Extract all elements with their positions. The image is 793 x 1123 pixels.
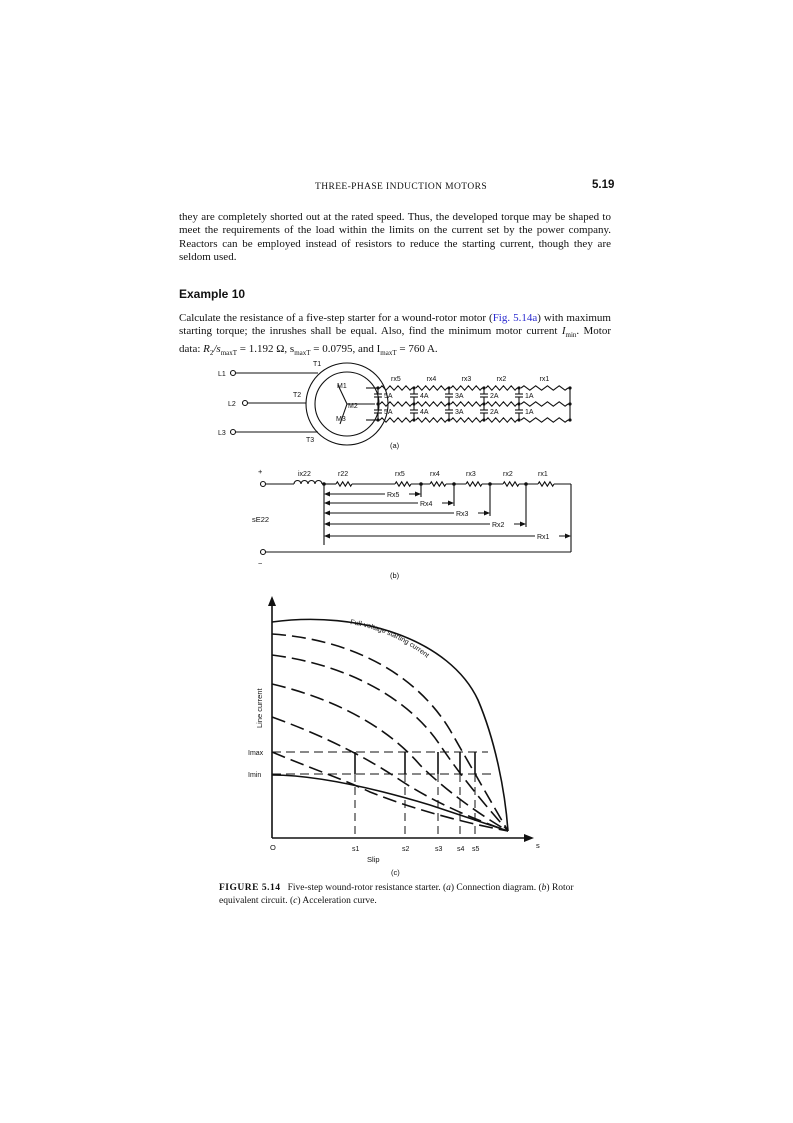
resistor (486, 386, 517, 390)
line-label: L2 (228, 401, 236, 408)
resistor (466, 482, 482, 486)
resistor-ladder (374, 376, 572, 422)
y-axis-label: Line current (255, 688, 264, 728)
step-curve (272, 684, 508, 831)
resistor (486, 418, 517, 422)
resistor-label: rx1 (538, 471, 548, 478)
arrow-head (324, 522, 330, 527)
text-run: a (446, 883, 451, 893)
imin-label: Imin (248, 772, 262, 779)
resistor-label: rx4 (426, 376, 437, 383)
slip-ring-label: M1 (337, 383, 347, 390)
figure-a-label: (a) (390, 441, 400, 450)
example-heading: Example 10 (179, 287, 246, 301)
curve-label: Full-voltage starting current (349, 619, 431, 660)
intro-paragraph: they are completely shorted out at the rated speed. Thus, the developed torque may be shaped to meet the requirements of the load within the limits on the current set by the power company. Reactors can be employed instead of resistors to reduce the starting current, though they are seldom used. (179, 211, 611, 264)
plus-label: + (258, 467, 263, 476)
slip-tick-label: s1 (352, 846, 360, 853)
resistor (380, 402, 412, 406)
x-axis-label: Slip (367, 855, 380, 864)
resistor-label: rx5 (391, 376, 401, 383)
resistor (521, 418, 568, 422)
resistor (395, 482, 411, 486)
y-arrow (268, 596, 276, 606)
resistor (416, 402, 447, 406)
text-run: maxT (220, 349, 238, 358)
text-run: = 760 A. (396, 343, 438, 355)
arrow-head (448, 501, 454, 506)
resistor (538, 482, 554, 486)
resistor (336, 482, 352, 486)
text-run: Five-step wound-rotor resistance starter. ( (287, 883, 447, 893)
origin-label: O (270, 843, 276, 852)
resistor-label: r22 (338, 471, 349, 478)
current-label: ix22 (298, 471, 311, 478)
contactor-label: 5A (384, 393, 393, 400)
x-arrow (524, 834, 534, 842)
text-run: R (203, 343, 210, 355)
resistor (486, 402, 517, 406)
terminal-dot (243, 401, 248, 406)
contactor-label: 1A (525, 409, 534, 416)
terminal-dot (231, 371, 236, 376)
contactor-label: 5A (384, 409, 393, 416)
imax-label: Imax (248, 750, 264, 757)
text-run: . Motor data: (179, 325, 611, 355)
resistor (503, 482, 519, 486)
arrow-head (520, 522, 526, 527)
contactor-label: 3A (455, 409, 464, 416)
resistor (521, 386, 568, 390)
text-run: ) Connection diagram. ( (450, 883, 542, 893)
figure-caption (219, 882, 579, 907)
step-curve (272, 655, 508, 831)
resistor-label: rx1 (539, 376, 550, 383)
slip-ticks (352, 774, 480, 853)
resistor (451, 386, 482, 390)
x-axis-end-label: s (536, 841, 540, 850)
slip-tick-label: s2 (402, 846, 410, 853)
slip-tick-label: s4 (457, 846, 465, 853)
contactor-label: 2A (490, 393, 499, 400)
line-label: L1 (218, 371, 226, 378)
step-curve (272, 775, 508, 831)
running-header: THREE-PHASE INDUCTION MOTORS (315, 182, 487, 192)
resistor-label: rx2 (503, 471, 513, 478)
text-run: 2 (209, 349, 214, 358)
arrow-head (324, 511, 330, 516)
text-run: min (565, 331, 577, 340)
text-run: = 0.0795, and I (310, 343, 381, 355)
resistor-label: rx5 (395, 471, 405, 478)
terminal-dot (231, 430, 236, 435)
slip-ring-label: M2 (348, 403, 358, 410)
resistor (451, 418, 482, 422)
arrow-head (565, 534, 571, 539)
contactor-label: 2A (490, 409, 499, 416)
resistor (430, 482, 446, 486)
terminal-dot (261, 482, 266, 487)
resistor-label: rx3 (461, 376, 472, 383)
terminal-dot (261, 550, 266, 555)
equivalent-label: Rx2 (492, 522, 505, 529)
arrow-head (415, 492, 421, 497)
terminal-label: T2 (293, 392, 302, 399)
figure-c-acceleration-curve (248, 596, 540, 877)
text-run: maxT (294, 349, 311, 358)
page-number: 5.19 (592, 179, 615, 191)
contactor-label: 4A (420, 393, 429, 400)
figure-link[interactable]: Fig. 5.14a (492, 312, 538, 324)
figure-b-equivalent-circuit (252, 467, 571, 580)
terminal-label: T3 (306, 437, 315, 444)
caption-label: FIGURE 5.14 (219, 883, 281, 893)
text-run: b (541, 883, 547, 893)
text-run: ) Rotor equivalent circuit. ( (219, 883, 574, 906)
slip-tick-label: s3 (435, 846, 443, 853)
arrow-head (324, 534, 330, 539)
resistor (416, 386, 447, 390)
equivalent-label: Rx5 (387, 492, 400, 499)
step-curve (272, 634, 508, 831)
text-run: maxT (380, 349, 397, 358)
text-run: I (561, 325, 566, 338)
contactor-label: 4A (420, 409, 429, 416)
text-run: = 1.192 Ω, s (237, 343, 295, 355)
text-run: Calculate the resistance of a five-step starter for a wound-rotor motor ( (179, 312, 493, 324)
text-run: c (293, 895, 298, 906)
arrow-head (484, 511, 490, 516)
inductor (294, 481, 322, 484)
text-run: ) Acceleration curve. (297, 895, 377, 906)
terminal-label: T1 (313, 361, 322, 368)
equivalent-label: Rx3 (456, 511, 469, 518)
resistor (521, 402, 568, 406)
resistor-label: rx3 (466, 471, 476, 478)
source-label: sE22 (252, 515, 270, 524)
text-run: /s (213, 343, 221, 355)
figure-b-label: (b) (390, 571, 400, 580)
equivalent-label: Rx1 (537, 534, 550, 541)
text-run: ) with maximum starting torque; the inrushes shall be equal. Also, find the minimum motor current (179, 312, 611, 338)
rotor-circuit (266, 471, 571, 545)
figure-a-connection-diagram (218, 361, 572, 450)
resistor (451, 402, 482, 406)
contactor-label: 1A (525, 393, 534, 400)
step-curves (272, 634, 508, 831)
arrow-head (324, 492, 330, 497)
equivalent-label: Rx4 (420, 501, 433, 508)
contactor-label: 3A (455, 393, 464, 400)
slip-ring-label: M3 (336, 416, 346, 423)
resistor-label: rx2 (496, 376, 507, 383)
resistor (416, 418, 447, 422)
minus-label: − (258, 559, 263, 568)
arrow-head (324, 501, 330, 506)
figure-c-label: (c) (391, 868, 400, 877)
line-label: L3 (218, 430, 226, 437)
slip-tick-label: s5 (472, 846, 480, 853)
resistor-label: rx4 (430, 471, 440, 478)
